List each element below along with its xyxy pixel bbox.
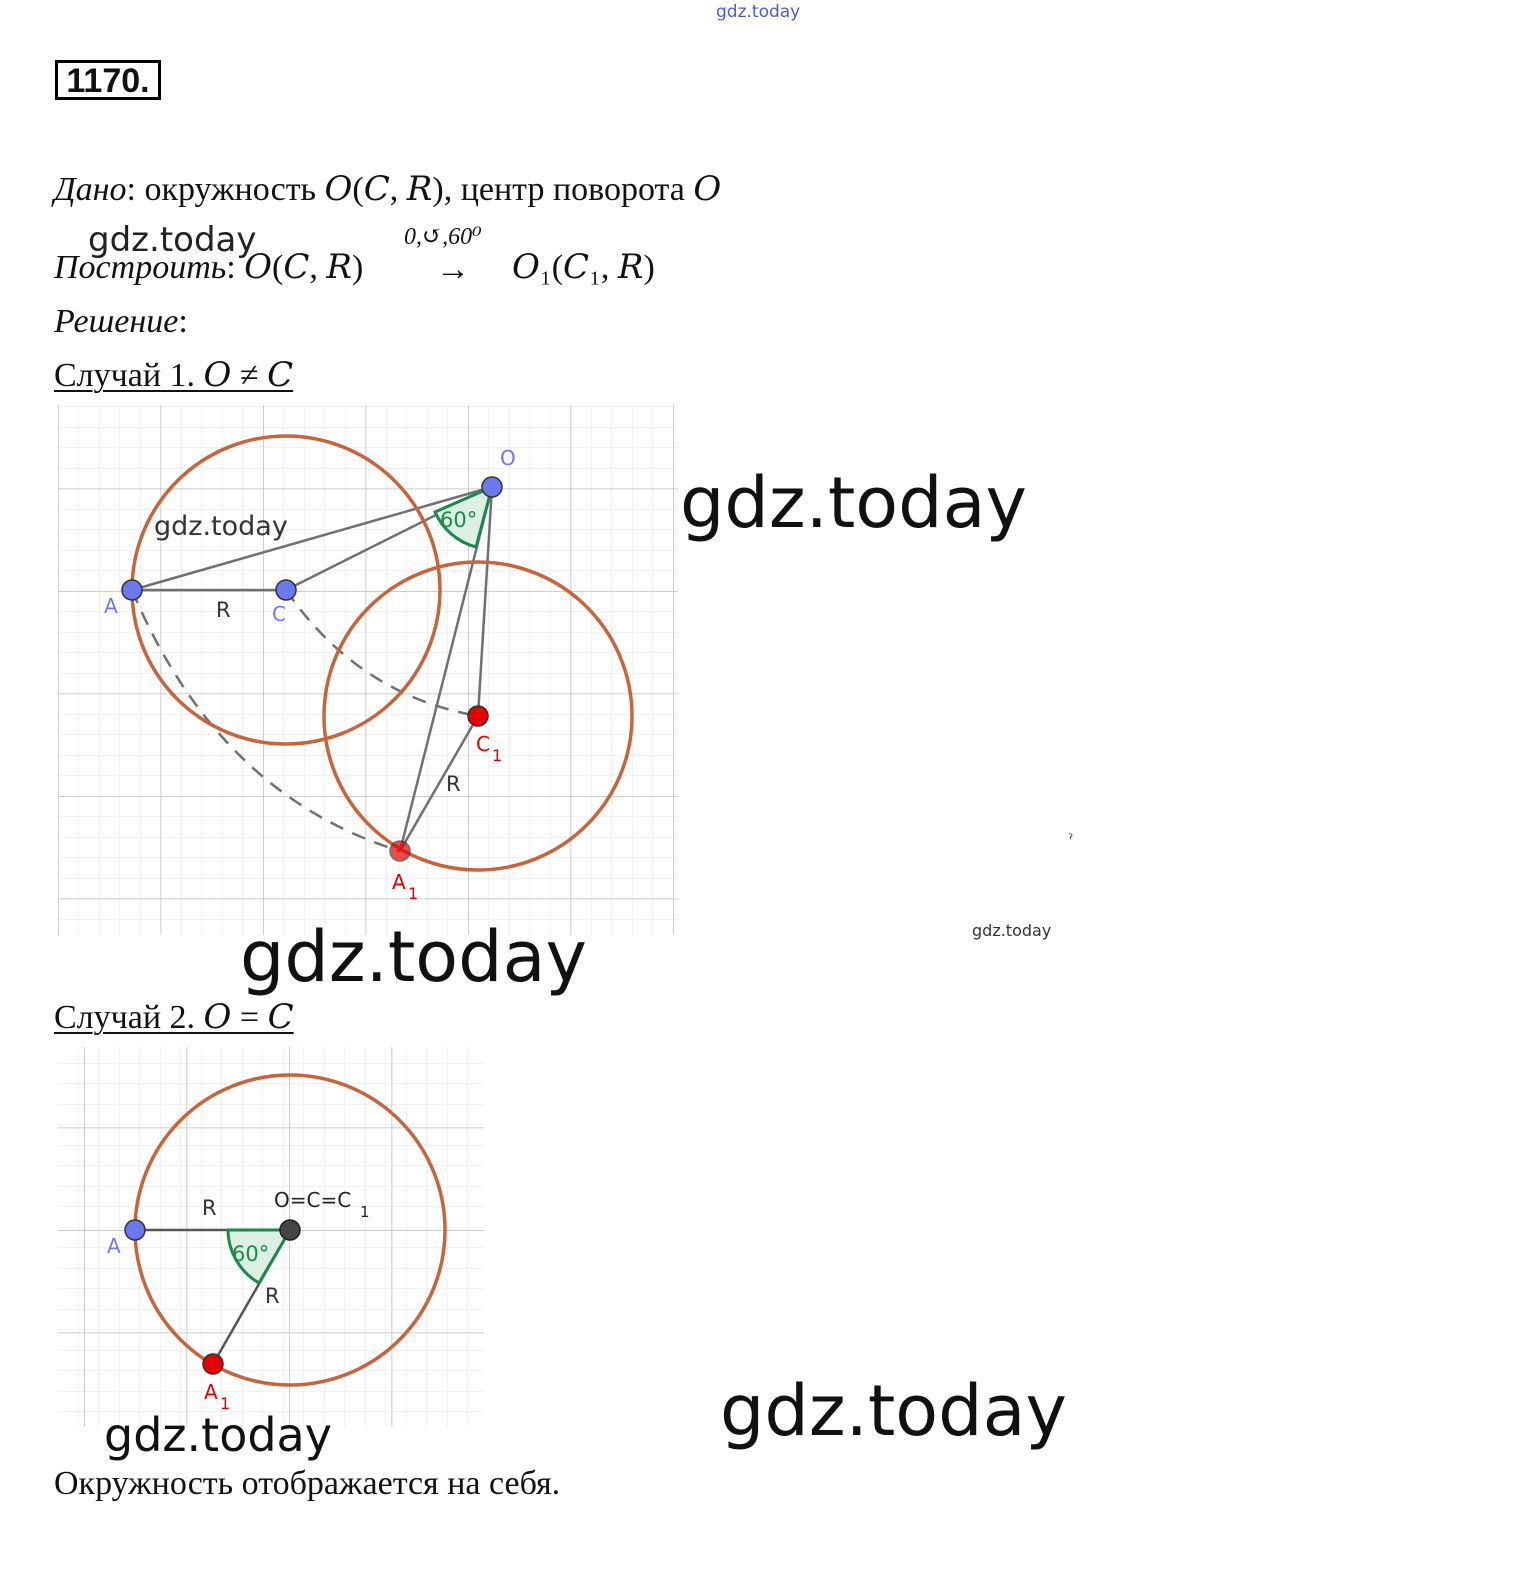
label-center: O=C=C bbox=[274, 1188, 352, 1212]
label-C: C bbox=[272, 602, 286, 626]
label-A1-2: A bbox=[204, 1380, 218, 1404]
figure2-diagram bbox=[58, 1047, 484, 1427]
point-A bbox=[122, 580, 142, 600]
point-center-2 bbox=[280, 1220, 300, 1240]
point-A-2 bbox=[125, 1220, 145, 1240]
label-C1-sub: 1 bbox=[492, 746, 503, 765]
point-C1 bbox=[468, 706, 488, 726]
transform-label: 0,↺,60⁰ bbox=[404, 224, 482, 250]
label-A: A bbox=[104, 594, 118, 618]
construct-from: : 𝑂(𝐶, 𝑅) bbox=[226, 249, 364, 286]
label-A1-sub-2: 1 bbox=[220, 1394, 231, 1413]
label-R-diag: R bbox=[265, 1284, 280, 1308]
solution-word: Решение bbox=[54, 303, 179, 340]
label-A1: A bbox=[392, 870, 406, 894]
point-O bbox=[482, 477, 502, 497]
point-A1-2 bbox=[203, 1354, 223, 1374]
label-A1-sub: 1 bbox=[408, 884, 419, 903]
label-R-1: R bbox=[216, 598, 231, 622]
construct-label: Построить bbox=[54, 249, 227, 286]
given-line bbox=[54, 170, 721, 210]
point-C bbox=[276, 580, 296, 600]
case1-heading: Случай 1. 𝑂 ≠ 𝐶 bbox=[54, 357, 294, 394]
label-R-2: R bbox=[446, 772, 461, 796]
given-label: Дано bbox=[54, 171, 127, 208]
angle-label-2: 60° bbox=[232, 1242, 270, 1266]
point-A1 bbox=[390, 841, 410, 861]
figure1-diagram bbox=[58, 405, 678, 935]
solution-label bbox=[54, 302, 188, 342]
construct-to: 𝑂₁(𝐶₁, 𝑅) bbox=[512, 249, 655, 286]
watermark-fig1: gdz.today bbox=[154, 511, 288, 542]
watermark-top: gdz.today bbox=[716, 2, 801, 22]
label-O: O bbox=[500, 446, 516, 470]
stray-mark: ˀ bbox=[1068, 832, 1074, 848]
problem-number: 1170. bbox=[55, 60, 161, 100]
conclusion: Окружность отображается на себя. bbox=[54, 1465, 561, 1502]
watermark-lower-right: gdz.today bbox=[720, 1370, 1067, 1452]
given-text: : окружность 𝑂(𝐶, 𝑅), центр поворота 𝑂 bbox=[126, 171, 722, 208]
watermark-small-right: gdz.today bbox=[972, 921, 1052, 940]
case2-heading: Случай 2. 𝑂 = 𝐶 bbox=[54, 999, 294, 1036]
label-center-sub: 1 bbox=[360, 1203, 370, 1221]
label-C1: C bbox=[476, 732, 490, 756]
grid-background bbox=[58, 405, 678, 935]
watermark-right-large: gdz.today bbox=[680, 462, 1027, 544]
watermark-lower-left: gdz.today bbox=[104, 1408, 332, 1462]
label-A-2: A bbox=[107, 1234, 121, 1258]
construct-line bbox=[54, 248, 363, 288]
label-R-top: R bbox=[202, 1196, 217, 1220]
watermark-header: gdz.today bbox=[88, 220, 257, 260]
transform-arrow: → bbox=[436, 251, 470, 288]
angle-label: 60° bbox=[440, 508, 478, 532]
watermark-bottom-large: gdz.today bbox=[240, 916, 587, 998]
solution-colon: : bbox=[178, 303, 188, 340]
